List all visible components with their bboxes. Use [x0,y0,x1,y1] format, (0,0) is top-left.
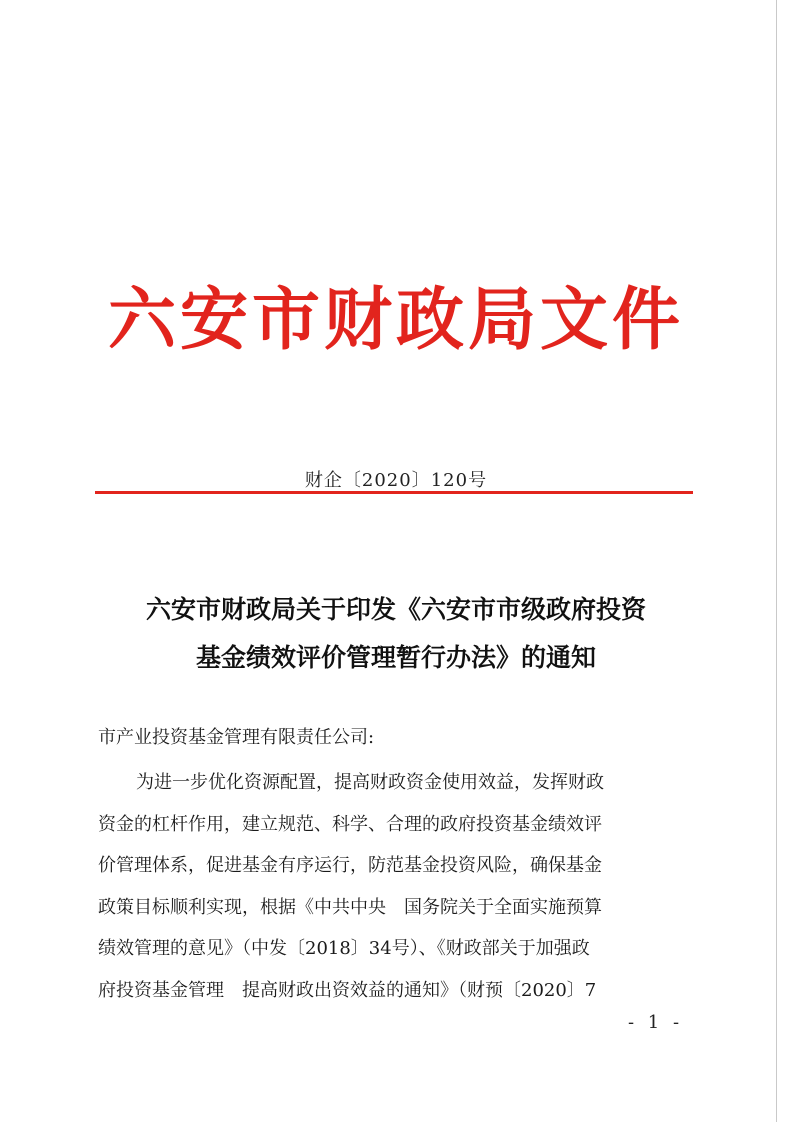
issuer-masthead: 六安市财政局文件 [107,280,684,360]
page-number: - 1 - [628,1012,684,1033]
body-line: 政策目标顺利实现，根据《中共中央 国务院关于全面实施预算 [98,896,602,918]
body-line: 价管理体系，促进基金有序运行，防范基金投资风险，确保基金 [98,855,602,876]
addressee: 市产业投资基金管理有限责任公司: [98,727,375,748]
red-divider-rule [95,491,693,494]
body-line: 绩效管理的意见》（中发〔2018〕34号）、《财政部关于加强政 [98,938,590,959]
body-line: 府投资基金管理 提高财政出资效益的通知》（财预〔2020〕7 [98,979,597,1001]
body-paragraph [98,762,698,1011]
notice-title-line-2: 基金绩效评价管理暂行办法》的通知 [195,643,596,672]
body-line: 为进一步优化资源配置，提高财政资金使用效益，发挥财政 [136,772,604,793]
notice-title [80,586,712,682]
document-number: 财企〔2020〕120号 [304,470,488,491]
notice-title-line-1: 六安市财政局关于印发《六安市市级政府投资 [145,595,646,624]
body-line: 资金的杠杆作用，建立规范、科学、合理的政府投资基金绩效评 [98,813,602,835]
scan-edge-line [776,0,777,1122]
